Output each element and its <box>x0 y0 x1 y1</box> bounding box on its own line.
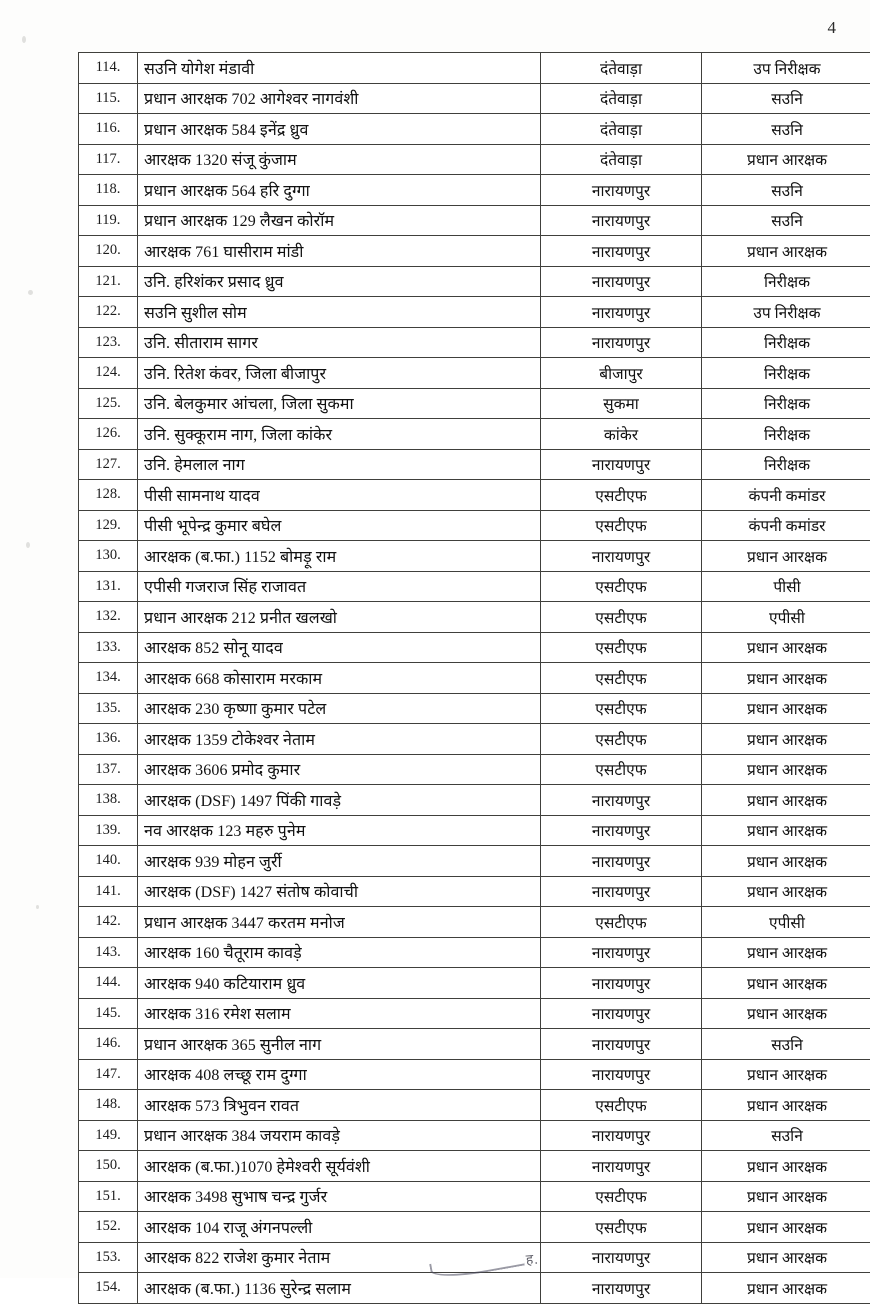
row-district: कांकेर <box>541 419 702 450</box>
row-rank: प्रधान आरक्षक <box>702 1181 870 1212</box>
row-rank: एपीसी <box>702 602 870 633</box>
row-person-name: प्रधान आरक्षक 564 हरि दुग्गा <box>138 175 541 206</box>
row-district: नारायणपुर <box>541 998 702 1029</box>
row-district: एसटीएफ <box>541 571 702 602</box>
row-serial-number: 120. <box>79 236 138 267</box>
table-row <box>79 449 870 480</box>
row-district: नारायणपुर <box>541 1273 702 1304</box>
row-serial-number: 135. <box>79 693 138 724</box>
row-district: नारायणपुर <box>541 205 702 236</box>
row-rank: प्रधान आरक्षक <box>702 937 870 968</box>
row-person-name: सउनि सुशील सोम <box>138 297 541 328</box>
row-person-name: प्रधान आरक्षक 212 प्रनीत खलखो <box>138 602 541 633</box>
row-serial-number: 140. <box>79 846 138 877</box>
row-serial-number: 154. <box>79 1273 138 1304</box>
row-rank: सउनि <box>702 175 870 206</box>
row-person-name: आरक्षक 316 रमेश सलाम <box>138 998 541 1029</box>
row-person-name: आरक्षक (ब.फा.)1070 हेमेश्वरी सूर्यवंशी <box>138 1151 541 1182</box>
table-row <box>79 1212 870 1243</box>
table-row <box>79 785 870 816</box>
row-district: नारायणपुर <box>541 937 702 968</box>
row-rank: प्रधान आरक्षक <box>702 815 870 846</box>
row-person-name: उनि. हेमलाल नाग <box>138 449 541 480</box>
row-rank: प्रधान आरक्षक <box>702 693 870 724</box>
row-district: नारायणपुर <box>541 1151 702 1182</box>
row-serial-number: 132. <box>79 602 138 633</box>
roster-table-container <box>78 52 820 1304</box>
table-row <box>79 876 870 907</box>
row-serial-number: 153. <box>79 1242 138 1273</box>
row-rank: प्रधान आरक्षक <box>702 1151 870 1182</box>
row-person-name: आरक्षक (DSF) 1427 संतोष कोवाची <box>138 876 541 907</box>
row-serial-number: 127. <box>79 449 138 480</box>
row-district: एसटीएफ <box>541 1181 702 1212</box>
row-serial-number: 144. <box>79 968 138 999</box>
row-serial-number: 123. <box>79 327 138 358</box>
row-district: एसटीएफ <box>541 632 702 663</box>
table-row <box>79 541 870 572</box>
row-district: नारायणपुर <box>541 846 702 877</box>
row-person-name: आरक्षक 408 लच्छू राम दुग्गा <box>138 1059 541 1090</box>
table-row <box>79 754 870 785</box>
row-district: नारायणपुर <box>541 876 702 907</box>
row-rank: प्रधान आरक्षक <box>702 754 870 785</box>
table-row <box>79 1029 870 1060</box>
row-rank: निरीक्षक <box>702 388 870 419</box>
row-rank: उप निरीक्षक <box>702 53 870 84</box>
table-row <box>79 388 870 419</box>
row-district: नारायणपुर <box>541 815 702 846</box>
row-person-name: आरक्षक 852 सोनू यादव <box>138 632 541 663</box>
table-row <box>79 1090 870 1121</box>
row-rank: प्रधान आरक्षक <box>702 236 870 267</box>
row-serial-number: 114. <box>79 53 138 84</box>
table-row <box>79 1059 870 1090</box>
row-rank: प्रधान आरक्षक <box>702 876 870 907</box>
table-row <box>79 53 870 84</box>
row-rank: प्रधान आरक्षक <box>702 1090 870 1121</box>
row-serial-number: 126. <box>79 419 138 450</box>
table-row <box>79 327 870 358</box>
table-row <box>79 510 870 541</box>
table-row <box>79 1151 870 1182</box>
row-district: नारायणपुर <box>541 236 702 267</box>
row-person-name: पीसी सामनाथ यादव <box>138 480 541 511</box>
row-serial-number: 121. <box>79 266 138 297</box>
row-serial-number: 150. <box>79 1151 138 1182</box>
row-serial-number: 151. <box>79 1181 138 1212</box>
row-district: नारायणपुर <box>541 266 702 297</box>
table-row <box>79 297 870 328</box>
row-person-name: आरक्षक (ब.फा.) 1136 सुरेन्द्र सलाम <box>138 1273 541 1304</box>
row-rank: प्रधान आरक्षक <box>702 541 870 572</box>
row-person-name: प्रधान आरक्षक 384 जयराम कावड़े <box>138 1120 541 1151</box>
row-district: एसटीएफ <box>541 1212 702 1243</box>
row-person-name: आरक्षक 230 कृष्णा कुमार पटेल <box>138 693 541 724</box>
table-row <box>79 266 870 297</box>
row-serial-number: 124. <box>79 358 138 389</box>
row-district: सुकमा <box>541 388 702 419</box>
roster-table <box>78 52 870 1304</box>
row-person-name: आरक्षक 3498 सुभाष चन्द्र गुर्जर <box>138 1181 541 1212</box>
row-district: नारायणपुर <box>541 327 702 358</box>
row-serial-number: 115. <box>79 83 138 114</box>
table-row <box>79 815 870 846</box>
table-row <box>79 998 870 1029</box>
row-district: बीजापुर <box>541 358 702 389</box>
row-person-name: आरक्षक 822 राजेश कुमार नेताम <box>138 1242 541 1273</box>
row-rank: सउनि <box>702 205 870 236</box>
row-rank: प्रधान आरक्षक <box>702 785 870 816</box>
table-row <box>79 236 870 267</box>
row-rank: प्रधान आरक्षक <box>702 1212 870 1243</box>
row-person-name: प्रधान आरक्षक 3447 करतम मनोज <box>138 907 541 938</box>
row-person-name: आरक्षक (DSF) 1497 पिंकी गावड़े <box>138 785 541 816</box>
row-district: एसटीएफ <box>541 754 702 785</box>
row-rank: निरीक्षक <box>702 449 870 480</box>
row-district: एसटीएफ <box>541 663 702 694</box>
row-person-name: प्रधान आरक्षक 702 आगेश्वर नागवंशी <box>138 83 541 114</box>
row-rank: निरीक्षक <box>702 419 870 450</box>
table-row <box>79 1181 870 1212</box>
row-district: दंतेवाड़ा <box>541 53 702 84</box>
row-person-name: आरक्षक 1320 संजू कुंजाम <box>138 144 541 175</box>
paper-speck <box>26 542 30 548</box>
row-district: नारायणपुर <box>541 1242 702 1273</box>
row-district: नारायणपुर <box>541 449 702 480</box>
row-serial-number: 146. <box>79 1029 138 1060</box>
row-serial-number: 148. <box>79 1090 138 1121</box>
table-row <box>79 571 870 602</box>
row-serial-number: 116. <box>79 114 138 145</box>
table-row <box>79 83 870 114</box>
table-row <box>79 358 870 389</box>
row-serial-number: 143. <box>79 937 138 968</box>
table-row <box>79 1120 870 1151</box>
paper-speck <box>28 290 33 295</box>
row-rank: प्रधान आरक्षक <box>702 144 870 175</box>
row-district: दंतेवाड़ा <box>541 83 702 114</box>
row-rank: प्रधान आरक्षक <box>702 1242 870 1273</box>
row-person-name: नव आरक्षक 123 महरु पुनेम <box>138 815 541 846</box>
row-district: दंतेवाड़ा <box>541 144 702 175</box>
row-district: एसटीएफ <box>541 907 702 938</box>
signature-text: ह. <box>525 1249 539 1269</box>
row-person-name: आरक्षक 761 घासीराम मांडी <box>138 236 541 267</box>
paper-speck <box>36 905 39 909</box>
row-person-name: आरक्षक 3606 प्रमोद कुमार <box>138 754 541 785</box>
row-rank: सउनि <box>702 114 870 145</box>
row-serial-number: 149. <box>79 1120 138 1151</box>
table-row <box>79 846 870 877</box>
row-serial-number: 129. <box>79 510 138 541</box>
table-row <box>79 144 870 175</box>
row-rank: सउनि <box>702 1029 870 1060</box>
row-serial-number: 130. <box>79 541 138 572</box>
row-serial-number: 131. <box>79 571 138 602</box>
table-row <box>79 724 870 755</box>
row-person-name: प्रधान आरक्षक 365 सुनील नाग <box>138 1029 541 1060</box>
row-rank: एपीसी <box>702 907 870 938</box>
row-serial-number: 119. <box>79 205 138 236</box>
table-row <box>79 480 870 511</box>
row-district: एसटीएफ <box>541 510 702 541</box>
row-person-name: आरक्षक (ब.फा.) 1152 बोमड़ू राम <box>138 541 541 572</box>
row-rank: उप निरीक्षक <box>702 297 870 328</box>
row-rank: निरीक्षक <box>702 358 870 389</box>
row-serial-number: 137. <box>79 754 138 785</box>
row-rank: प्रधान आरक्षक <box>702 1059 870 1090</box>
row-serial-number: 138. <box>79 785 138 816</box>
row-person-name: पीसी भूपेन्द्र कुमार बघेल <box>138 510 541 541</box>
row-person-name: आरक्षक 668 कोसाराम मरकाम <box>138 663 541 694</box>
row-serial-number: 142. <box>79 907 138 938</box>
row-district: एसटीएफ <box>541 480 702 511</box>
row-rank: सउनि <box>702 83 870 114</box>
table-row <box>79 602 870 633</box>
row-district: एसटीएफ <box>541 724 702 755</box>
row-rank: निरीक्षक <box>702 266 870 297</box>
row-district: नारायणपुर <box>541 541 702 572</box>
row-district: नारायणपुर <box>541 968 702 999</box>
row-serial-number: 141. <box>79 876 138 907</box>
paper-speck <box>22 36 26 43</box>
row-district: नारायणपुर <box>541 297 702 328</box>
row-district: एसटीएफ <box>541 602 702 633</box>
row-rank: कंपनी कमांडर <box>702 480 870 511</box>
row-person-name: आरक्षक 573 त्रिभुवन रावत <box>138 1090 541 1121</box>
row-rank: प्रधान आरक्षक <box>702 1273 870 1304</box>
row-person-name: उनि. सीताराम सागर <box>138 327 541 358</box>
row-rank: सउनि <box>702 1120 870 1151</box>
row-serial-number: 134. <box>79 663 138 694</box>
roster-table-body <box>79 53 870 1304</box>
row-rank: प्रधान आरक्षक <box>702 632 870 663</box>
row-district: नारायणपुर <box>541 785 702 816</box>
row-serial-number: 152. <box>79 1212 138 1243</box>
table-row <box>79 968 870 999</box>
row-serial-number: 147. <box>79 1059 138 1090</box>
row-serial-number: 118. <box>79 175 138 206</box>
row-district: एसटीएफ <box>541 693 702 724</box>
row-rank: कंपनी कमांडर <box>702 510 870 541</box>
row-person-name: उनि. रितेश कंवर, जिला बीजापुर <box>138 358 541 389</box>
table-row <box>79 419 870 450</box>
table-row <box>79 937 870 968</box>
row-person-name: उनि. बेलकुमार आंचला, जिला सुकमा <box>138 388 541 419</box>
row-rank: प्रधान आरक्षक <box>702 846 870 877</box>
row-rank: प्रधान आरक्षक <box>702 998 870 1029</box>
row-serial-number: 133. <box>79 632 138 663</box>
row-person-name: आरक्षक 160 चैतूराम कावड़े <box>138 937 541 968</box>
row-district: दंतेवाड़ा <box>541 114 702 145</box>
table-row <box>79 632 870 663</box>
row-person-name: एपीसी गजराज सिंह राजावत <box>138 571 541 602</box>
row-rank: प्रधान आरक्षक <box>702 663 870 694</box>
row-district: नारायणपुर <box>541 1029 702 1060</box>
row-rank: प्रधान आरक्षक <box>702 968 870 999</box>
row-serial-number: 139. <box>79 815 138 846</box>
row-rank: पीसी <box>702 571 870 602</box>
table-row <box>79 205 870 236</box>
row-district: नारायणपुर <box>541 1120 702 1151</box>
row-serial-number: 136. <box>79 724 138 755</box>
row-serial-number: 122. <box>79 297 138 328</box>
row-district: नारायणपुर <box>541 1059 702 1090</box>
row-serial-number: 125. <box>79 388 138 419</box>
row-person-name: सउनि योगेश मंडावी <box>138 53 541 84</box>
table-row <box>79 663 870 694</box>
row-person-name: आरक्षक 1359 टोकेश्वर नेताम <box>138 724 541 755</box>
row-serial-number: 117. <box>79 144 138 175</box>
row-person-name: उनि. सुक्कूराम नाग, जिला कांकेर <box>138 419 541 450</box>
table-row <box>79 907 870 938</box>
row-district: नारायणपुर <box>541 175 702 206</box>
row-rank: निरीक्षक <box>702 327 870 358</box>
row-person-name: आरक्षक 939 मोहन जुर्री <box>138 846 541 877</box>
row-person-name: उनि. हरिशंकर प्रसाद ध्रुव <box>138 266 541 297</box>
table-row <box>79 693 870 724</box>
row-person-name: आरक्षक 940 कटियाराम ध्रुव <box>138 968 541 999</box>
row-person-name: प्रधान आरक्षक 129 लैखन कोरॉम <box>138 205 541 236</box>
table-row <box>79 114 870 145</box>
row-serial-number: 128. <box>79 480 138 511</box>
page-number: 4 <box>828 18 837 38</box>
row-serial-number: 145. <box>79 998 138 1029</box>
row-person-name: आरक्षक 104 राजू अंगनपल्ली <box>138 1212 541 1243</box>
table-row <box>79 175 870 206</box>
row-rank: प्रधान आरक्षक <box>702 724 870 755</box>
row-person-name: प्रधान आरक्षक 584 इनेंद्र ध्रुव <box>138 114 541 145</box>
row-district: एसटीएफ <box>541 1090 702 1121</box>
